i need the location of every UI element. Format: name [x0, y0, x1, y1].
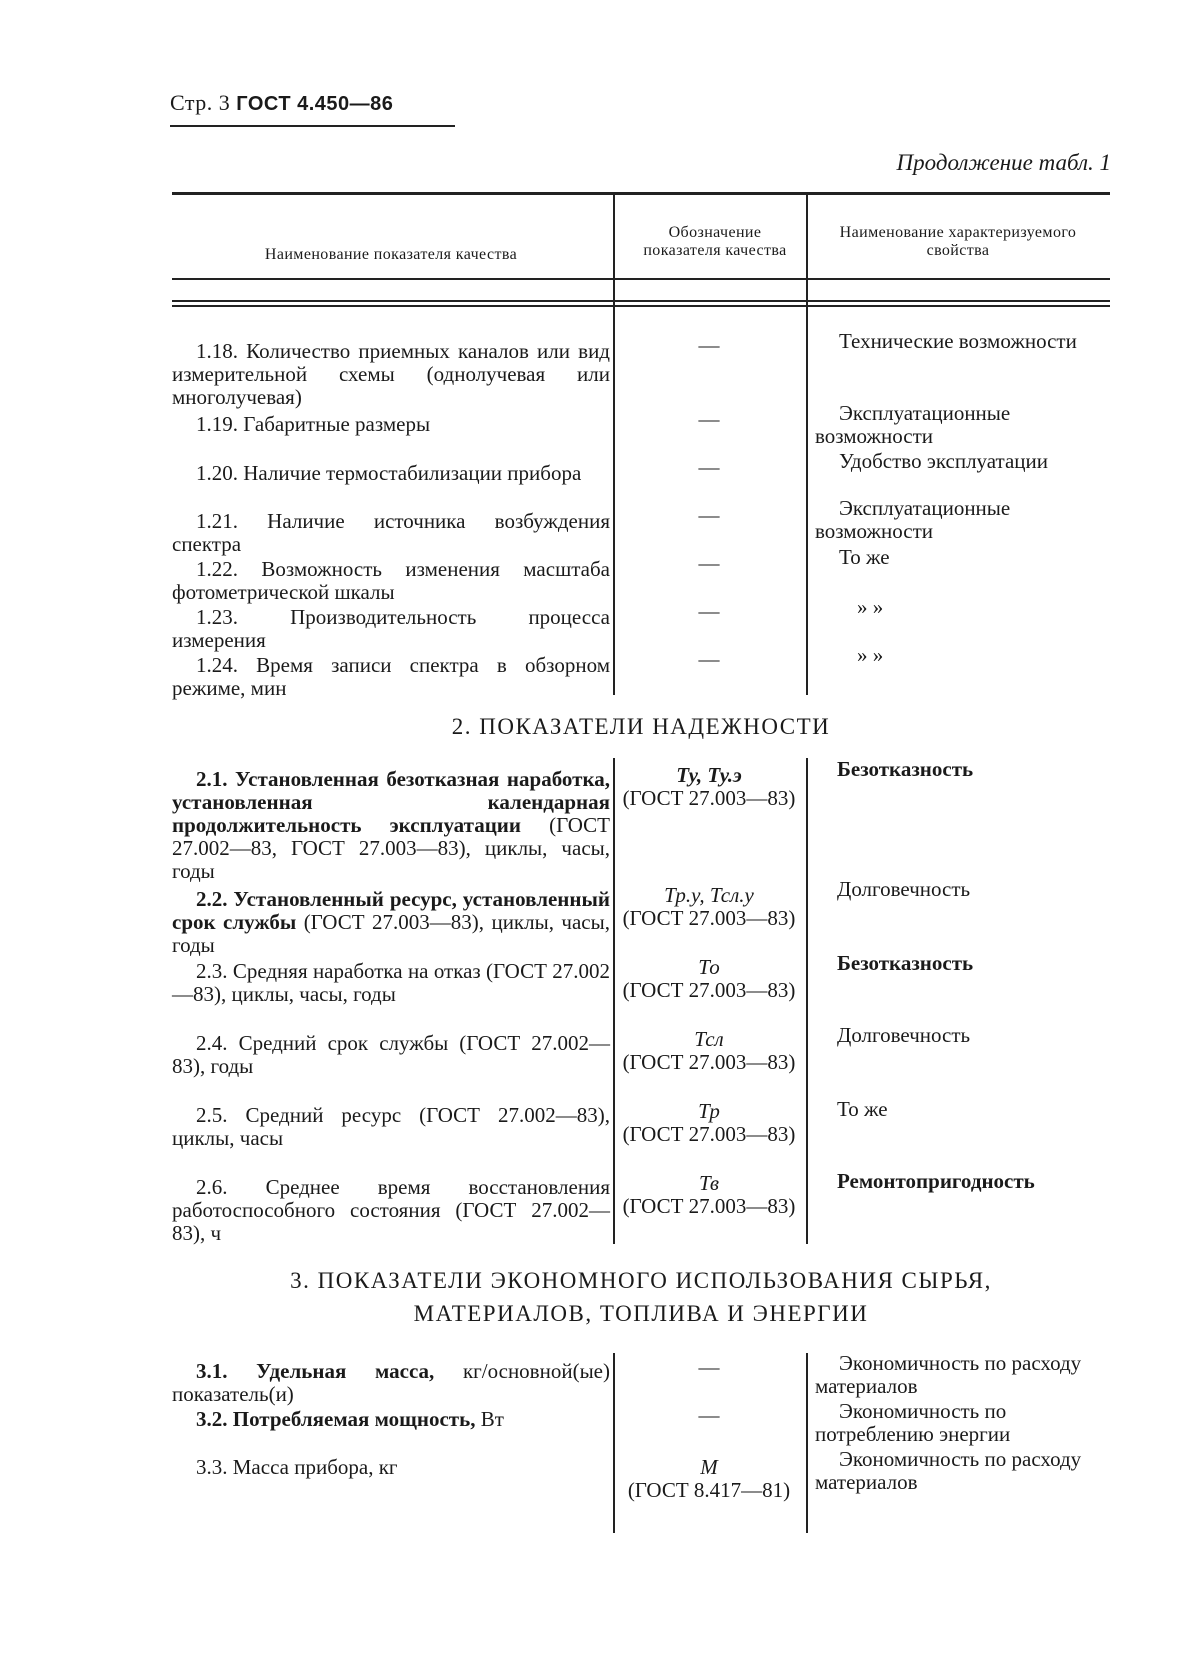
indicator-property: Безотказность — [837, 757, 974, 781]
indicator-name-rest: (ГОСТ 27.002—83, ГОСТ 27.003—83), циклы, часы, годы — [172, 813, 610, 883]
indicator-name: 1.22. Возможность изменения масштаба фотометрической шкалы — [172, 557, 610, 604]
indicator-symbol: М — [700, 1455, 718, 1479]
indicator-symbol-cell — [620, 1100, 798, 1146]
indicator-symbol-ref: (ГОСТ 27.003—83) — [622, 906, 796, 930]
header-double-rule-2 — [172, 305, 1110, 307]
indicator-name: 2.5. Средний ресурс (ГОСТ 27.002—83), циклы, часы — [172, 1103, 610, 1150]
indicator-property: Экономичность по расходу материалов — [815, 1351, 1082, 1398]
indicator-name — [172, 888, 610, 957]
indicator-symbol: — — [698, 333, 720, 357]
table-continuation-label: Продолжение табл. 1 — [896, 150, 1111, 175]
indicator-symbol-cell — [620, 884, 798, 930]
indicator-symbol-cell — [620, 1028, 798, 1074]
column-header-name: Наименование показателя качества — [264, 246, 518, 263]
indicator-property: Эксплуатационные возможности — [815, 401, 1011, 448]
indicator-property: Ремонтопригодность — [837, 1169, 1035, 1193]
indicator-name: 2.3. Средняя наработка на отказ (ГОСТ 27.002—83), циклы, часы, годы — [172, 959, 610, 1006]
standard-number: ГОСТ 4.450—86 — [236, 93, 394, 115]
section-title-line: 3. ПОКАЗАТЕЛИ ЭКОНОМНОГО ИСПОЛЬЗОВАНИЯ СЫРЬЯ, — [290, 1268, 992, 1293]
indicator-property: Долговечность — [837, 1023, 971, 1047]
indicator-property: Экономичность по потреблению энергии — [815, 1399, 1011, 1446]
indicator-name: 3.3. Масса прибора, кг — [196, 1455, 398, 1479]
indicator-property: То же — [837, 1097, 888, 1121]
indicator-name: 1.19. Габаритные размеры — [196, 412, 431, 436]
column-header-symbol: Обозначение показателя качества — [643, 224, 787, 259]
indicator-symbol: — — [698, 503, 720, 527]
indicator-property: Долговечность — [837, 877, 971, 901]
indicator-symbol: — — [698, 551, 720, 575]
indicator-property: Эксплуатационные возможности — [815, 496, 1011, 543]
indicator-symbol: — — [698, 407, 720, 431]
indicator-symbol: Тр.у, Тсл.у — [664, 883, 754, 907]
indicator-property: » » — [857, 643, 884, 667]
column-divider-2 — [806, 1353, 808, 1533]
indicator-name-rest: кг/основной(ые) показатель(и) — [172, 1359, 610, 1406]
indicator-symbol: — — [698, 1355, 720, 1379]
indicator-symbol-cell — [620, 956, 798, 1002]
column-divider-1 — [613, 758, 615, 1244]
header-double-rule-1 — [172, 300, 1110, 302]
indicator-property: Безотказность — [837, 951, 974, 975]
indicator-symbol-ref: (ГОСТ 27.003—83) — [622, 1194, 796, 1218]
indicator-symbol: — — [698, 647, 720, 671]
indicator-symbol-ref: (ГОСТ 27.003—83) — [622, 978, 796, 1002]
indicator-symbol-ref: (ГОСТ 8.417—81) — [627, 1478, 791, 1502]
indicator-name: 1.23. Производительность процесса измерения — [172, 605, 610, 652]
column-divider-1 — [613, 1353, 615, 1533]
indicator-name — [172, 768, 610, 883]
indicator-symbol: Тв — [698, 1171, 720, 1195]
header-bottom-rule — [172, 278, 1110, 280]
column-divider-1 — [613, 195, 615, 695]
indicator-symbol: — — [698, 1403, 720, 1427]
indicator-property: Экономичность по расходу материалов — [815, 1447, 1082, 1494]
indicator-name — [172, 1408, 610, 1431]
indicator-symbol-cell — [620, 1456, 798, 1502]
section-title — [172, 1264, 1110, 1330]
indicator-symbol: Тр — [698, 1099, 720, 1123]
indicator-name — [172, 1360, 610, 1406]
indicator-name-bold: 3.1. Удельная масса, — [196, 1359, 435, 1383]
column-divider-2 — [806, 195, 808, 695]
indicator-property: То же — [839, 545, 890, 569]
indicator-name: 1.18. Количество приемных каналов или вид измерительной схемы (однолучевая или многолучевая) — [172, 339, 610, 409]
section-title: 2. ПОКАЗАТЕЛИ НАДЕЖНОСТИ — [451, 714, 831, 739]
column-header-property: Наименование характеризуемого свойства — [839, 224, 1077, 259]
section-title-line: МАТЕРИАЛОВ, ТОПЛИВА И ЭНЕРГИИ — [413, 1301, 869, 1326]
indicator-name: 1.21. Наличие источника возбуждения спектра — [172, 509, 610, 556]
indicator-property: Технические возможности — [839, 329, 1077, 353]
indicator-symbol-cell — [620, 764, 798, 810]
indicator-name: 1.24. Время записи спектра в обзорном режиме, мин — [172, 653, 610, 700]
header-rule — [170, 125, 455, 127]
indicator-symbol-cell — [620, 1172, 798, 1218]
indicator-name-bold: 2.1. Установленная безотказная наработка, установленная календарная продолжительность эксплуатации — [172, 767, 610, 837]
indicator-name-bold: 3.2. Потребляемая мощность, — [196, 1407, 476, 1431]
table-top-rule — [172, 192, 1110, 195]
indicator-symbol: Тсл — [694, 1027, 724, 1051]
indicator-symbol: — — [698, 599, 720, 623]
indicator-name: 1.20. Наличие термостабилизации прибора — [196, 461, 582, 485]
indicator-name-rest: (ГОСТ 27.003—83), циклы, часы, годы — [172, 910, 610, 957]
indicator-property: » » — [857, 595, 884, 619]
column-divider-2 — [806, 758, 808, 1244]
indicator-property: Удобство эксплуатации — [839, 449, 1049, 473]
indicator-symbol: — — [698, 455, 720, 479]
indicator-name-bold: 2.2. Установленный ресурс, установленный срок службы — [172, 887, 610, 934]
page-number: Стр. 3 — [170, 90, 231, 115]
indicator-symbol-ref: (ГОСТ 27.003—83) — [622, 786, 796, 810]
indicator-symbol: Ту, Ту.э — [676, 763, 742, 787]
indicator-symbol-ref: (ГОСТ 27.003—83) — [622, 1122, 796, 1146]
page-header — [170, 90, 393, 116]
indicator-symbol-ref: (ГОСТ 27.003—83) — [622, 1050, 796, 1074]
indicator-name: 2.6. Среднее время восстановления работоспособного состояния (ГОСТ 27.002—83), ч — [172, 1175, 610, 1245]
indicator-name: 2.4. Средний срок службы (ГОСТ 27.002—83), годы — [172, 1031, 610, 1078]
indicator-name-rest: Вт — [480, 1407, 504, 1431]
indicator-symbol: То — [698, 955, 720, 979]
